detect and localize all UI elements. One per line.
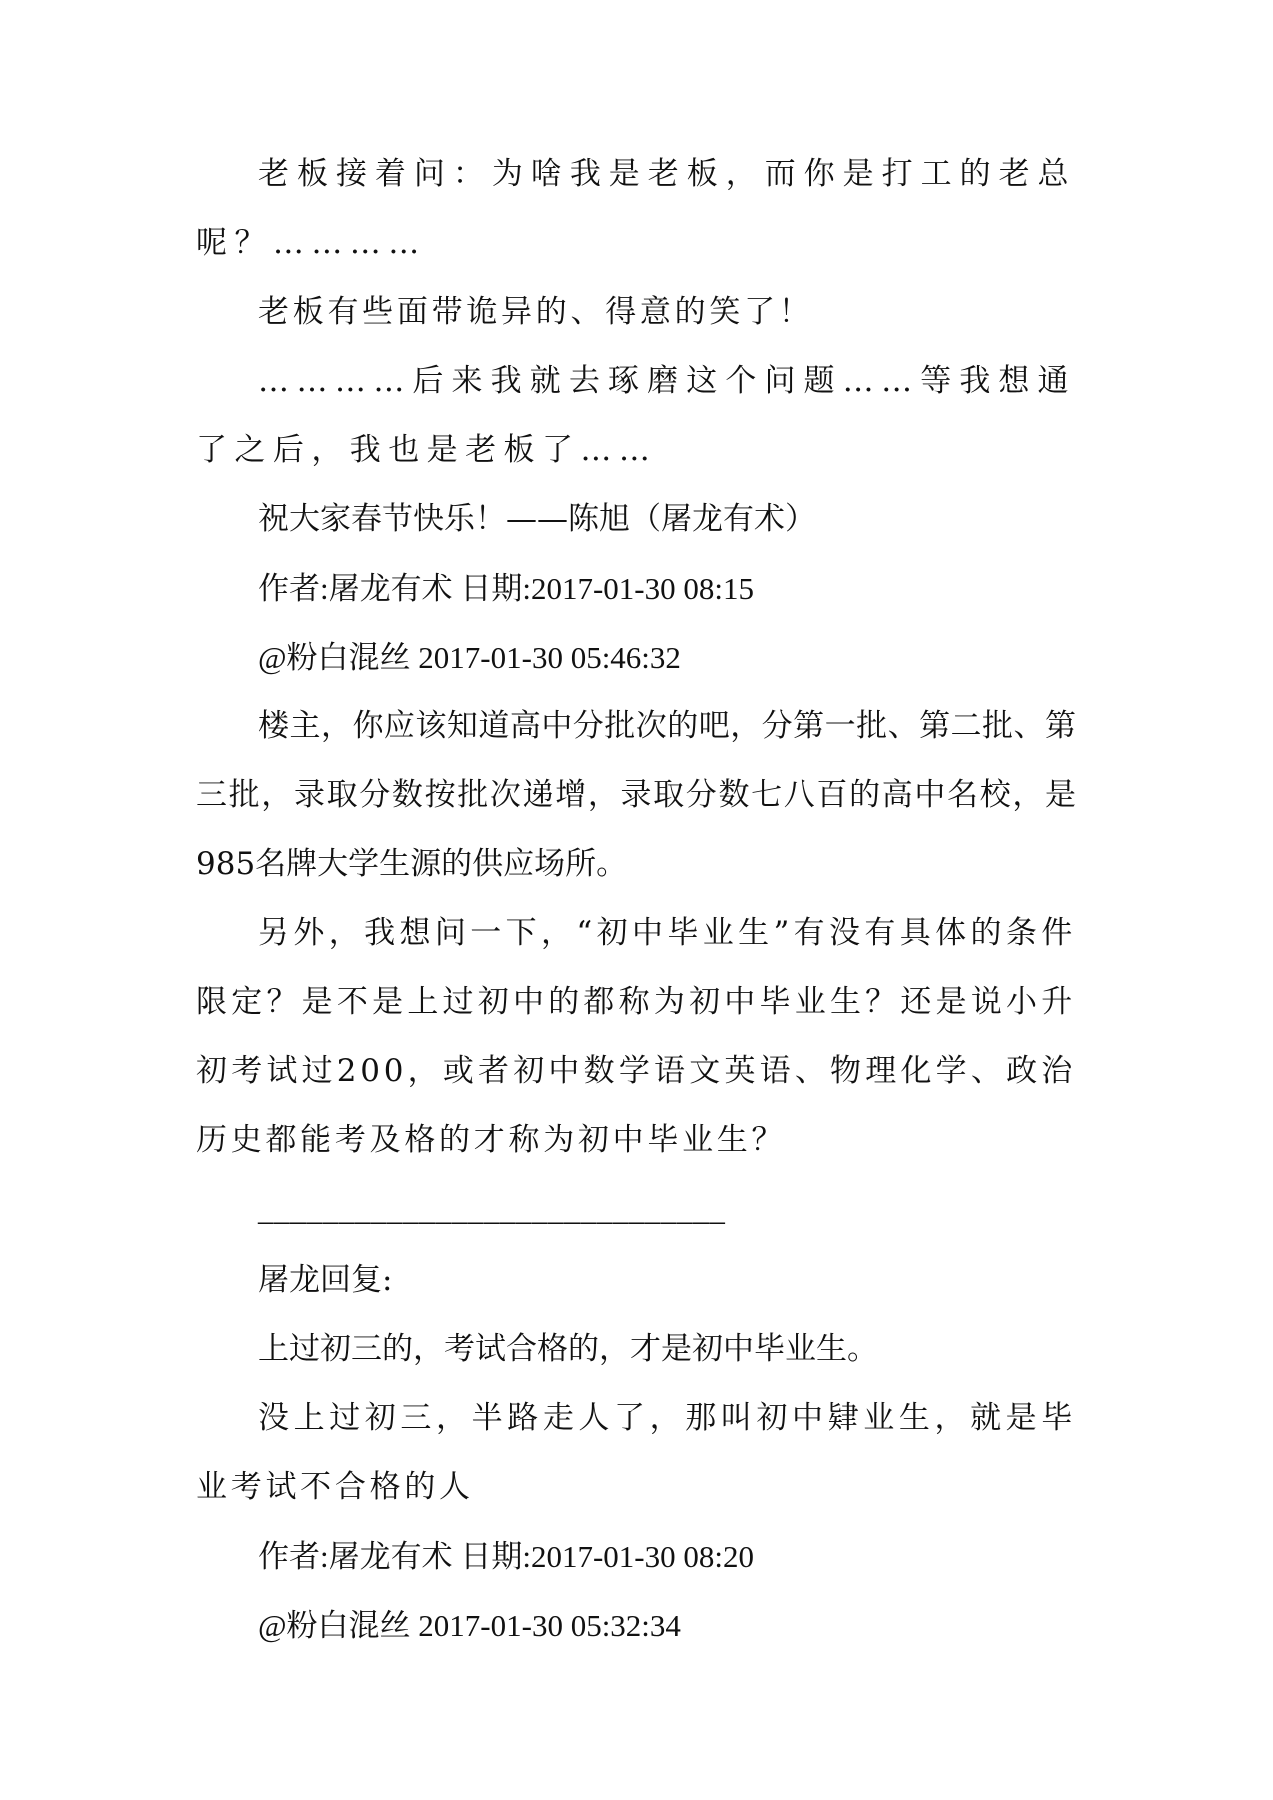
reply-graduate-definition: 上过初三的，考试合格的，才是初中毕业生。 — [258, 1331, 878, 1367]
paragraph-greeting: 祝大家春节快乐！——陈旭（屠龙有术） — [258, 501, 816, 537]
paragraph-boss-smile: 老板有些面带诡异的、得意的笑了！ — [258, 294, 814, 330]
quote-reference: @粉白混丝 2017-01-30 05:46:32 — [258, 640, 681, 675]
reply-dropout-definition: 没上过初三，半路走人了，那叫初中肄业生，就是毕业考试不合格的人 — [196, 1400, 1076, 1505]
post-meta-author-date-2: 作者:屠龙有术 日期:2017-01-30 08:20 — [258, 1539, 754, 1574]
separator-line: _____________________________ — [258, 1192, 726, 1227]
post-meta-author-date: 作者:屠龙有术 日期:2017-01-30 08:15 — [258, 571, 754, 606]
paragraph-high-school-batches: 楼主，你应该知道高中分批次的吧，分第一批、第二批、第三批，录取分数按批次递增，录取分数七八百的高中名校，是985名牌大学生源的供应场所。 — [196, 708, 1076, 882]
quote-reference-2: @粉白混丝 2017-01-30 05:32:34 — [258, 1608, 681, 1643]
paragraph-graduate-question: 另外，我想问一下，“初中毕业生”有没有具体的条件限定？是不是上过初中的都称为初中毕业生？还是说小升初考试过200，或者初中数学语文英语、物理化学、政治历史都能考及格的才称为初中毕业生？ — [196, 915, 1076, 1158]
paragraph-became-boss: …………后来我就去琢磨这个问题……等我想通了之后，我也是老板了…… — [196, 363, 1076, 468]
document-page — [196, 140, 1076, 1660]
reply-heading: 屠龙回复: — [258, 1262, 393, 1298]
paragraph-boss-question: 老板接着问：为啥我是老板，而你是打工的老总呢？………… — [196, 156, 1076, 261]
